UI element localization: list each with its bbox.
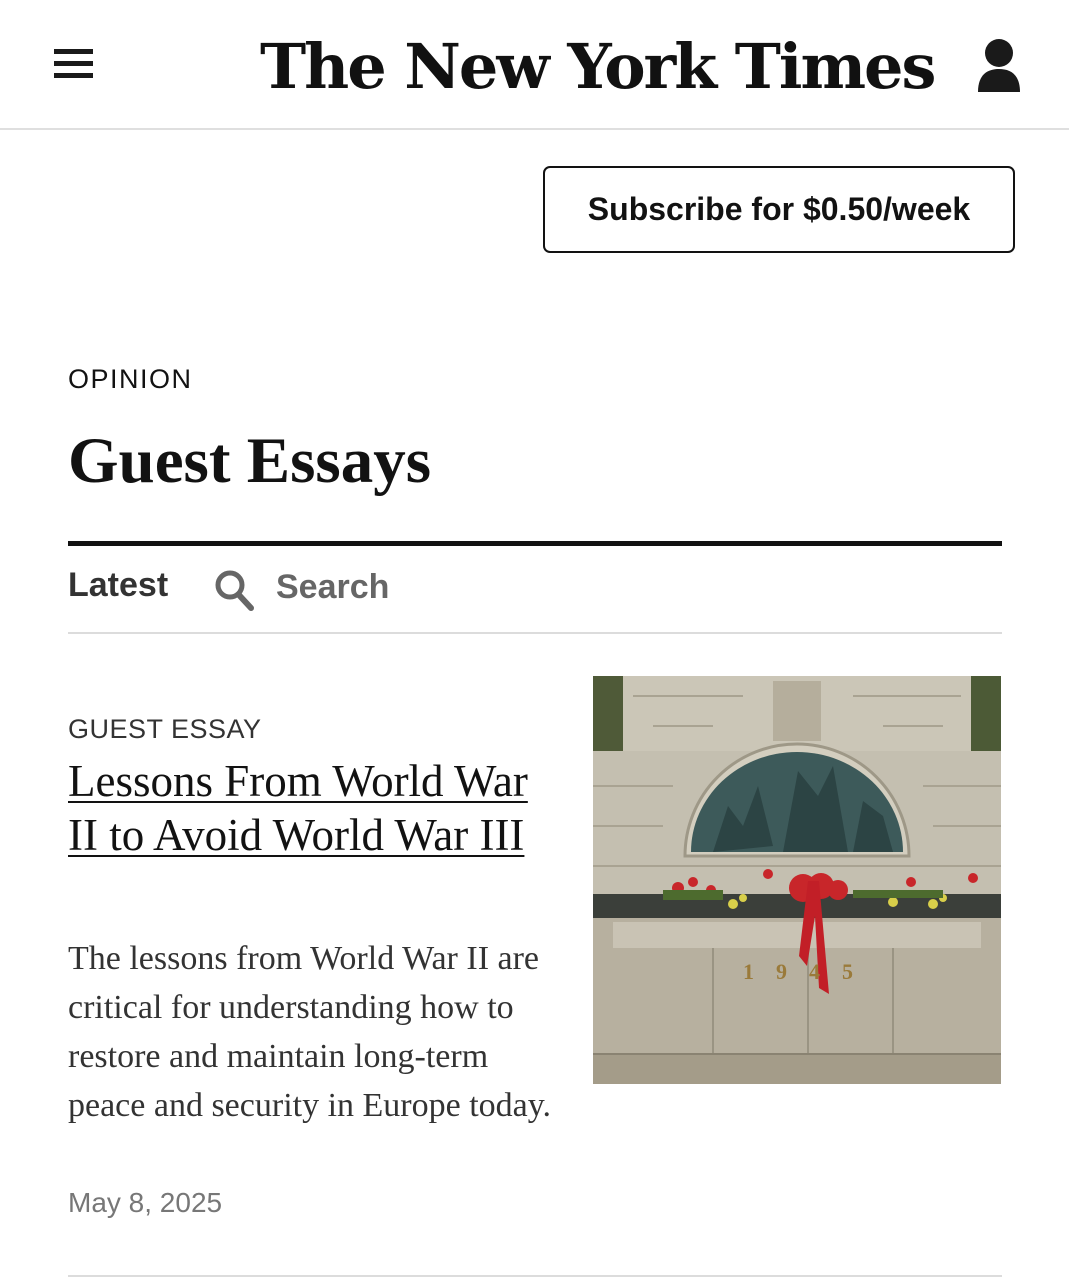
article-image[interactable] [593,676,1001,1084]
article-date: May 8, 2025 [68,1187,223,1218]
article-headline-link[interactable]: Lessons From World War II to Avoid World War III [68,756,528,860]
section-kicker: OPINION [68,364,193,394]
svg-text:1945: 1945 [743,959,875,984]
article-card [68,676,1002,1236]
page-title: Guest Essays [68,425,431,497]
section-tabs [68,546,1002,634]
article-kicker: GUEST ESSAY [68,714,262,744]
tab-latest[interactable]: Latest [68,566,169,604]
nyt-logo[interactable]: The New York Times [260,30,935,103]
subscribe-button[interactable]: Subscribe for $0.50/week [543,166,1015,253]
user-account-icon[interactable] [976,36,1022,94]
bottom-divider [68,1275,1002,1277]
article-summary: The lessons from World War II are critical for understanding how to restore and maintain long-term peace and security in Europe today. [68,940,552,1124]
top-navigation-bar [0,0,1069,130]
tab-search[interactable]: Search [276,568,390,606]
search-icon[interactable] [214,569,254,611]
hamburger-menu-icon[interactable] [54,49,94,83]
